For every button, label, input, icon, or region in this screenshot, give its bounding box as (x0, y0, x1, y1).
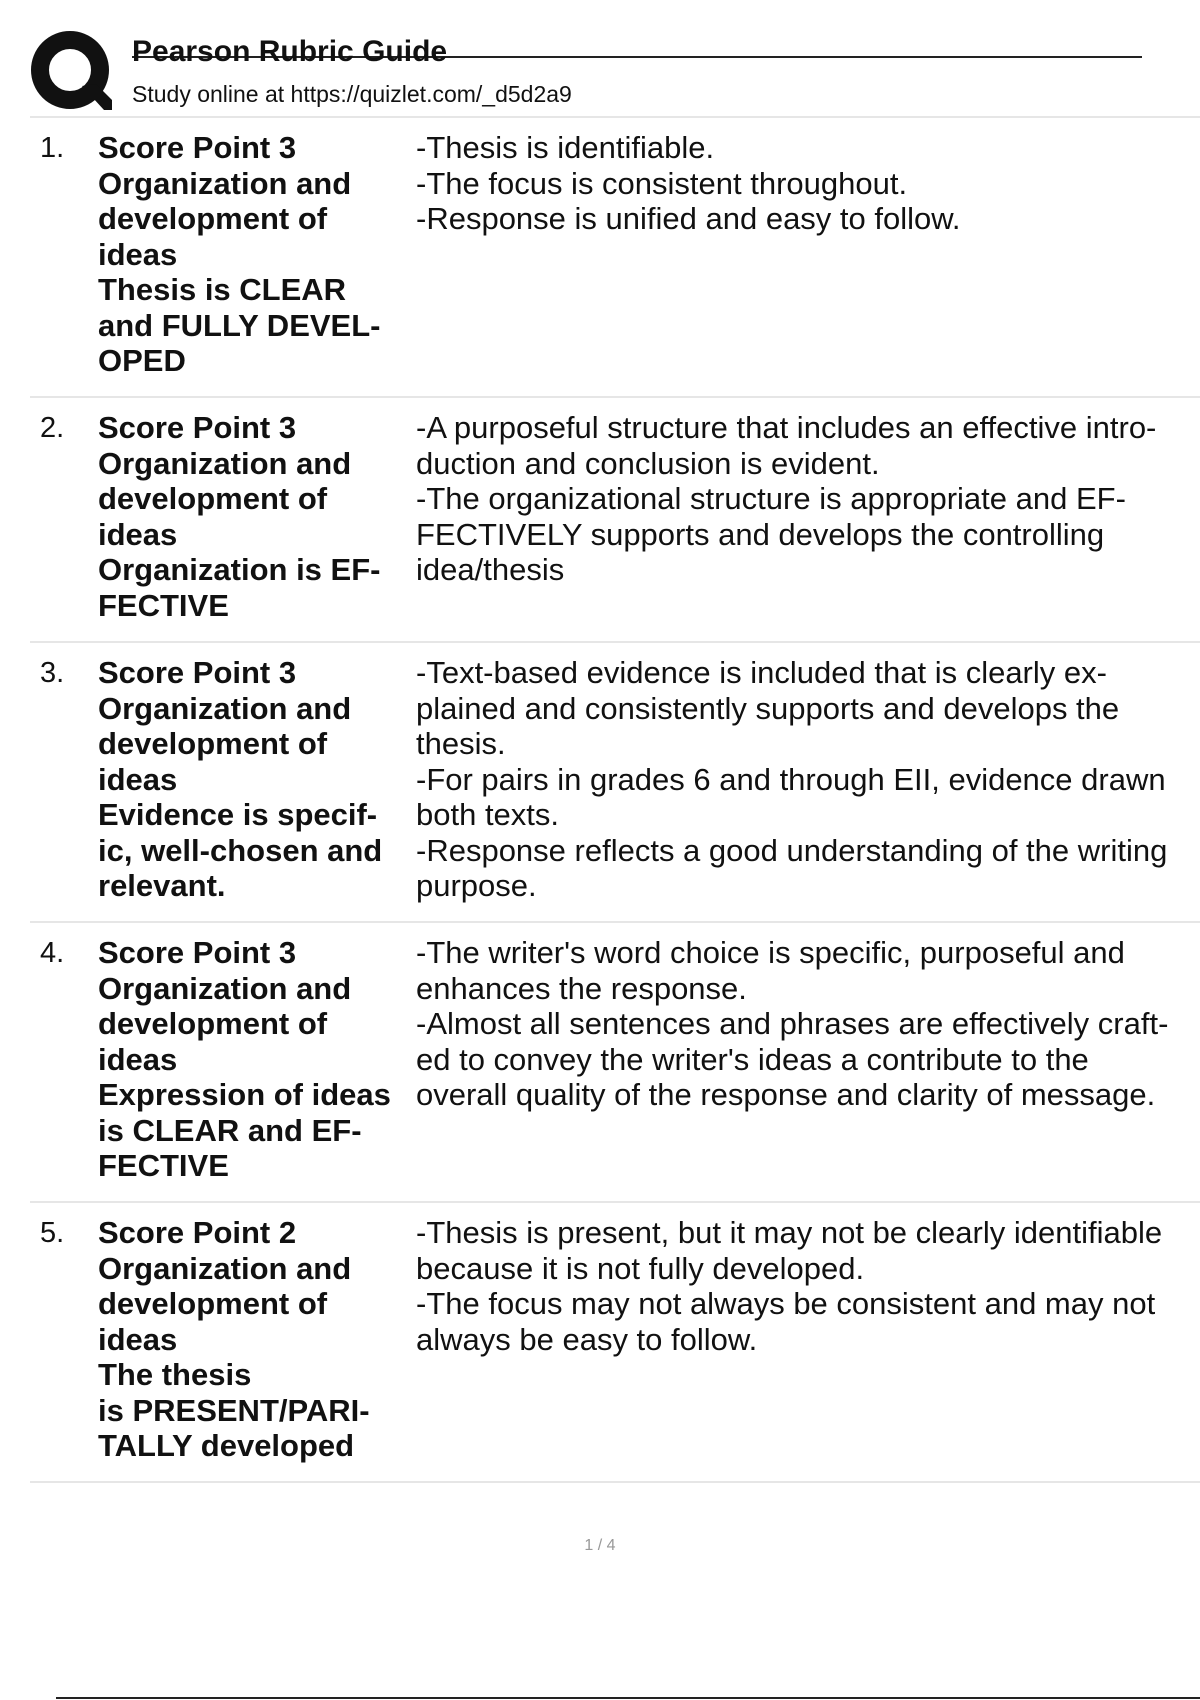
flashcard (30, 923, 1200, 1203)
term-line: Organization and (98, 1250, 352, 1286)
card-number: 4. (40, 937, 65, 969)
card-number: 3. (40, 657, 65, 689)
quizlet-q-logo-icon (30, 30, 112, 112)
definition-line: overall quality of the response and clarity of message. (416, 1077, 1156, 1112)
definition-line: purpose. (416, 868, 537, 903)
card-term (98, 130, 418, 379)
definition-line: both texts. (416, 797, 560, 832)
term-line: FECTIVE (98, 587, 229, 623)
term-line: Organization and (98, 970, 352, 1006)
definition-line: enhances the response. (416, 970, 747, 1006)
card-definition (416, 655, 1200, 904)
term-line: Expression of ideas (98, 1077, 391, 1112)
definition-line: always be easy to follow. (416, 1321, 758, 1357)
term-line: development of (98, 726, 328, 761)
card-definition (416, 410, 1200, 588)
flashcard (30, 398, 1200, 643)
term-line: Score Point 3 (98, 935, 297, 970)
term-line: development of (98, 1006, 328, 1041)
term-line: ic, well-chosen and (98, 832, 383, 868)
definition-line: FECTIVELY supports and develops the controlling (416, 516, 1105, 552)
card-number: 1. (40, 132, 65, 164)
definition-line: -Text-based evidence is included that is clearly ex- (416, 655, 1107, 690)
term-line: Evidence is specif- (98, 797, 378, 832)
term-line: ideas (98, 516, 178, 552)
term-line: development of (98, 1286, 328, 1321)
document-title: Pearson Rubric Guide (132, 35, 448, 68)
term-line: and FULLY DEVEL- (98, 307, 381, 343)
term-line: is CLEAR and EF- (98, 1112, 362, 1148)
term-line: Score Point 2 (98, 1215, 297, 1250)
term-line: Score Point 3 (98, 410, 297, 445)
definition-line: because it is not fully developed. (416, 1250, 865, 1286)
term-line: ideas (98, 761, 178, 797)
term-line: Score Point 3 (98, 130, 297, 165)
definition-line: -The organizational structure is appropriate and EF- (416, 481, 1126, 516)
term-line: TALLY developed (98, 1428, 355, 1463)
card-number: 2. (40, 412, 65, 444)
term-line: Organization and (98, 690, 352, 726)
flashcard (30, 118, 1200, 398)
flashcard (30, 1203, 1200, 1483)
flashcard (30, 643, 1200, 923)
card-term (98, 1215, 418, 1464)
definition-line: ed to convey the writer's ideas a contribute to the (416, 1041, 1089, 1077)
term-line: Organization and (98, 445, 352, 481)
definition-line: plained and consistently supports and develops the (416, 690, 1120, 726)
term-line: development of (98, 201, 328, 236)
term-line: Score Point 3 (98, 655, 297, 690)
page-indicator: 1 / 4 (584, 1537, 616, 1554)
definition-line: idea/thesis (416, 552, 565, 587)
definition-line: -Response reflects a good understanding of the writing (416, 832, 1168, 868)
term-line: ideas (98, 1041, 178, 1077)
card-number: 5. (40, 1217, 65, 1249)
term-line: development of (98, 481, 328, 516)
definition-line: -A purposeful structure that includes an effective intro- (416, 410, 1157, 445)
definition-line: thesis. (416, 726, 506, 761)
footer-rule (56, 1697, 1200, 1699)
term-line: Organization is EF- (98, 552, 381, 587)
term-line: FECTIVE (98, 1148, 229, 1183)
term-line: Thesis is CLEAR (98, 272, 347, 307)
card-definition (416, 935, 1200, 1113)
definition-line: -The focus is consistent throughout. (416, 165, 908, 201)
flashcard-list (30, 118, 1200, 1483)
definition-line: -Thesis is present, but it may not be clearly identifiable (416, 1215, 1163, 1250)
card-term (98, 935, 418, 1184)
definition-line: -Almost all sentences and phrases are effectively craft- (416, 1006, 1169, 1041)
term-line: relevant. (98, 868, 226, 903)
term-line: Organization and (98, 165, 352, 201)
page-header (0, 0, 1200, 118)
definition-line: -The writer's word choice is specific, purposeful and (416, 935, 1125, 970)
term-line: OPED (98, 343, 186, 378)
definition-line: duction and conclusion is evident. (416, 445, 880, 481)
term-line: ideas (98, 1321, 178, 1357)
study-online-link[interactable]: Study online at https://quizlet.com/_d5d2a9 (132, 81, 572, 107)
card-term (98, 655, 418, 904)
term-line: The thesis (98, 1357, 252, 1392)
card-term (98, 410, 418, 623)
definition-line: -The focus may not always be consistent and may not (416, 1286, 1156, 1321)
definition-line: -Thesis is identifiable. (416, 130, 715, 165)
card-definition (416, 130, 1200, 237)
term-line: is PRESENT/PARI- (98, 1392, 370, 1428)
term-line: ideas (98, 236, 178, 272)
definition-line: -Response is unified and easy to follow. (416, 201, 961, 236)
definition-line: -For pairs in grades 6 and through EII, evidence drawn (416, 761, 1166, 797)
card-definition (416, 1215, 1200, 1357)
